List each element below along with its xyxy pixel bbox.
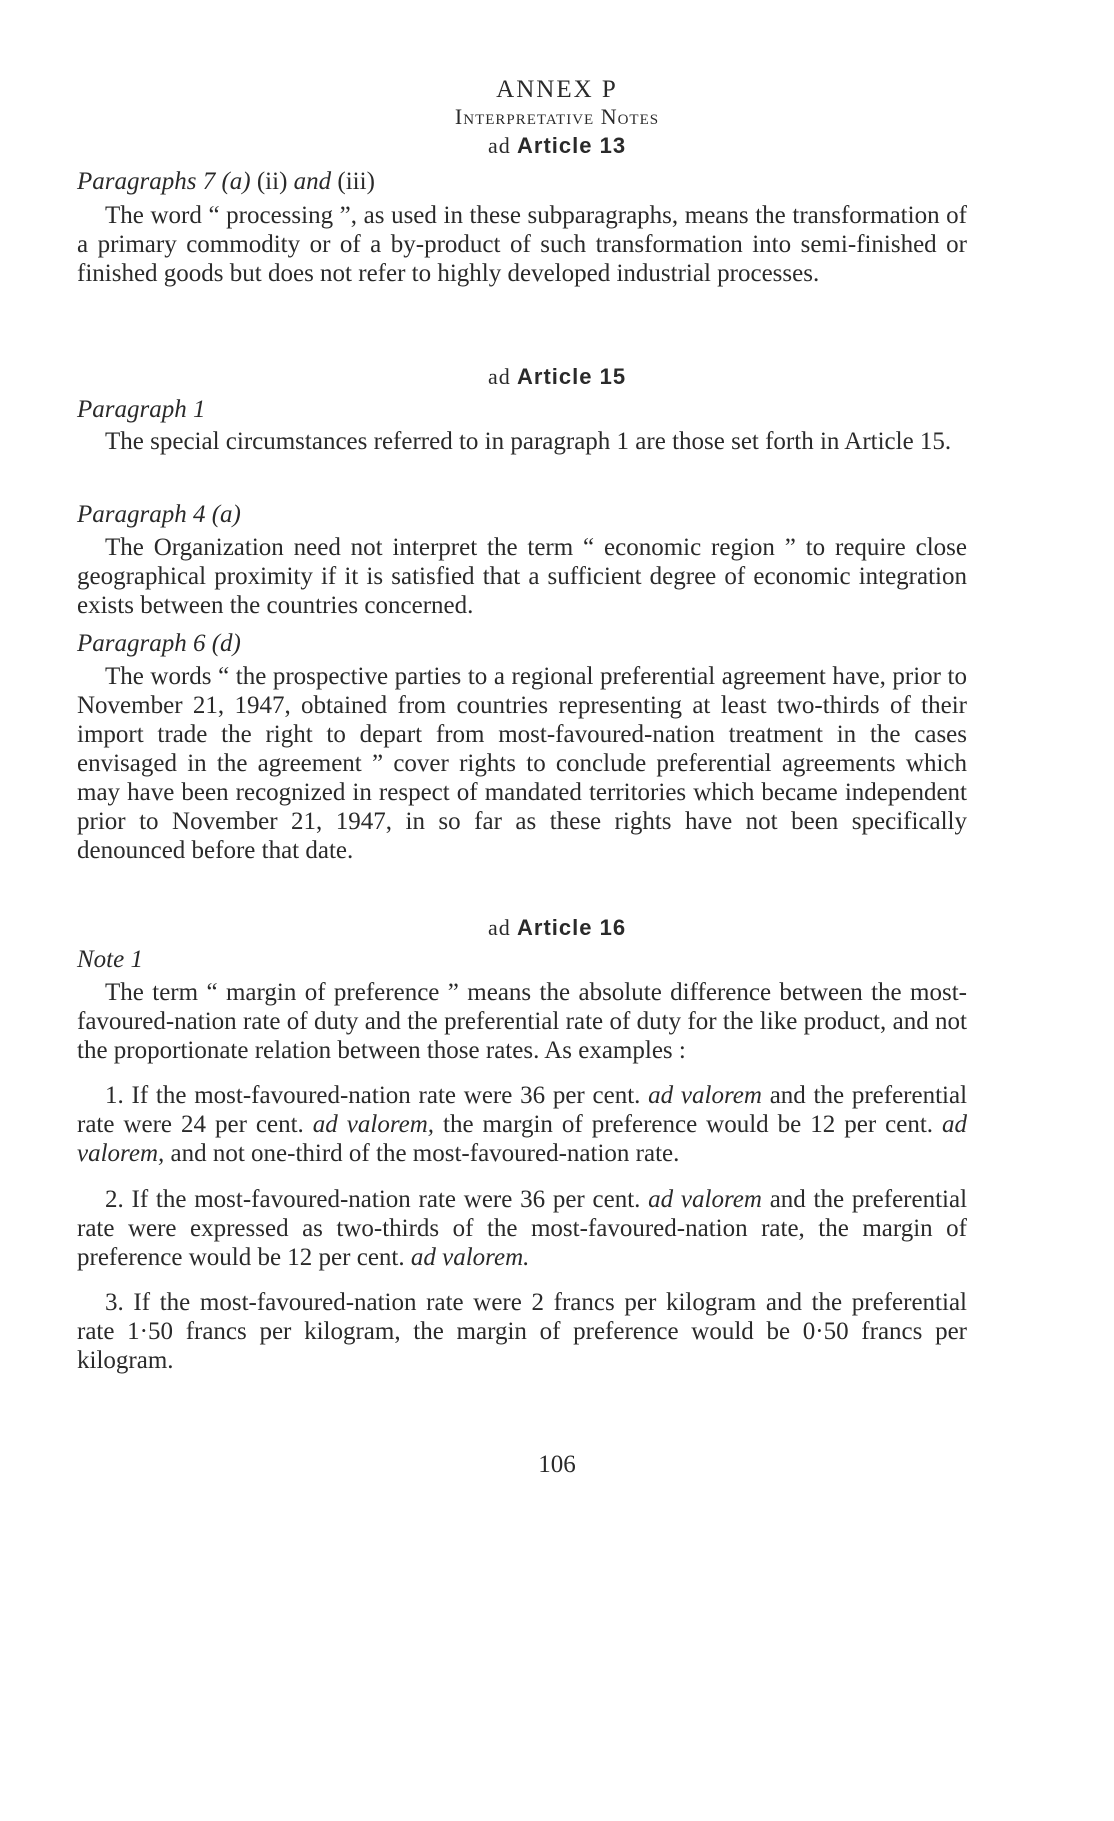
example-italic: ad valorem. bbox=[410, 1244, 530, 1271]
annex-subtitle: Interpretative Notes bbox=[454, 104, 660, 129]
heading-article: Article 15 bbox=[517, 364, 627, 389]
subheading-part: (iii) bbox=[337, 168, 375, 195]
paragraph-4-text: The Organization need not interpret the term “ economic region ” to require close geographical proximity if it is satisfied that a sufficient degree of economic integration exists between the countries concerned. bbox=[77, 534, 967, 619]
heading-ad: ad bbox=[487, 915, 511, 940]
example-text: 1. If the most-favoured-nation rate were 36 per cent. bbox=[105, 1082, 641, 1109]
page-number: 106 bbox=[538, 1451, 576, 1478]
example-1 bbox=[77, 1081, 967, 1168]
example-text: and not one-third of the most-favoured-nation rate. bbox=[170, 1140, 680, 1167]
article-13-heading bbox=[0, 133, 1114, 159]
heading-article: Article 13 bbox=[517, 133, 627, 158]
heading-article: Article 16 bbox=[517, 915, 627, 940]
example-italic: ad valorem, bbox=[312, 1111, 435, 1138]
paragraph-6-text: The words “ the prospective parties to a regional preferential agreement have, prior to November 21, 1947, obtained from countries representing at least two-thirds of their import trade the right to depart from most-favoured-nation treatment in the cases envisaged in the agreement ” cover rights to conclude preferential agreements which may have been recognized in respect of mandated territories which became independent prior to November 21, 1947, in so far as these rights have not been specifically denounced before that date. bbox=[77, 663, 967, 864]
example-italic: ad valorem bbox=[648, 1186, 762, 1213]
subheading-part: (ii) bbox=[256, 168, 288, 195]
paragraph-1-title: Paragraph 1 bbox=[77, 396, 206, 423]
heading-ad: ad bbox=[487, 364, 511, 389]
example-text: the margin of preference would be 12 per cent. bbox=[443, 1111, 934, 1138]
paragraph-1-text: The special circumstances referred to in paragraph 1 are those set forth in Article 15. bbox=[105, 428, 952, 455]
paragraph-4-title: Paragraph 4 (a) bbox=[77, 501, 241, 528]
example-2 bbox=[77, 1185, 967, 1272]
note-1-intro: The term “ margin of preference ” means the absolute difference between the most-favoured-nation rate of duty and the preferential rate of duty for the like product, and not the proportionate relation between those rates. As examples : bbox=[77, 979, 967, 1064]
article-13-text: The word “ processing ”, as used in these subparagraphs, means the transformation of a primary commodity or of a by-product of such transformation into semi-finished or finished goods but does not refer to highly developed industrial processes. bbox=[77, 202, 967, 287]
subheading-part: Paragraphs 7 (a) bbox=[77, 168, 251, 195]
note-1-title: Note 1 bbox=[77, 946, 143, 973]
example-text: and the preferential rate were expressed as two-thirds of the most-favoured-nation rate, the margin of preference would be 12 per cent. bbox=[77, 1186, 968, 1271]
example-text: 2. If the most-favoured-nation rate were 36 per cent. bbox=[105, 1186, 641, 1213]
paragraph-6-title: Paragraph 6 (d) bbox=[77, 630, 241, 657]
example-3: 3. If the most-favoured-nation rate were 2 francs per kilogram and the preferential rate 1·50 francs per kilogram, the margin of preference would be 0·50 francs per kilogram. bbox=[77, 1289, 967, 1374]
heading-ad: ad bbox=[487, 133, 511, 158]
article-16-heading bbox=[0, 915, 1114, 941]
subheading-part: and bbox=[293, 168, 332, 195]
example-italic: ad valorem, bbox=[77, 1111, 968, 1167]
annex-title: ANNEX P bbox=[496, 76, 618, 103]
article-13-subheading bbox=[77, 168, 967, 196]
example-text: and the preferential rate were 24 per cent. bbox=[77, 1082, 968, 1138]
article-15-heading bbox=[0, 364, 1114, 390]
example-italic: ad valorem bbox=[648, 1082, 762, 1109]
